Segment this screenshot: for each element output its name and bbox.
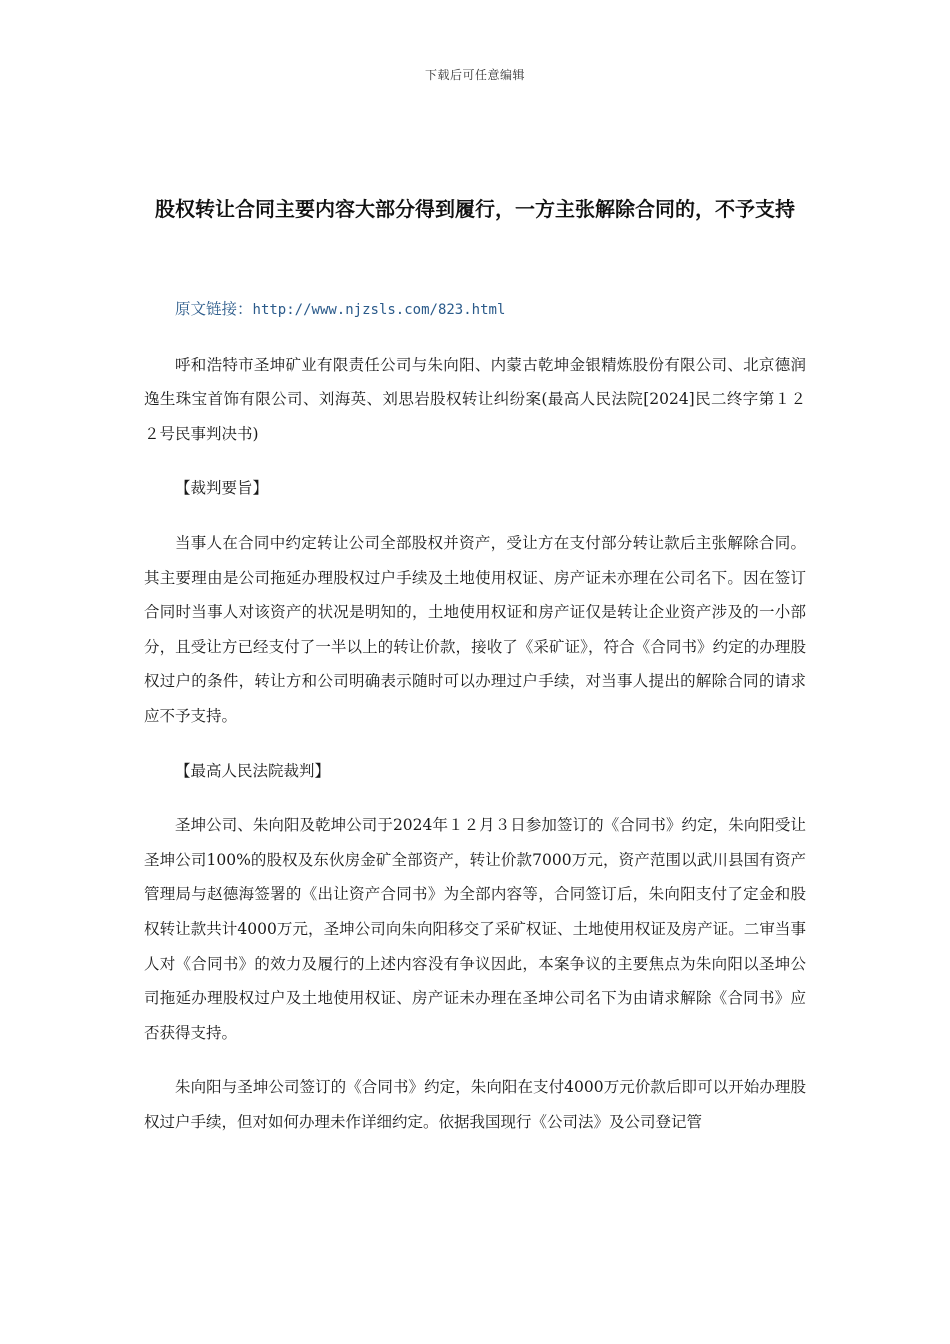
source-url-link[interactable]: http://www.njzsls.com/823.html [252, 302, 506, 318]
source-link-line [144, 292, 806, 328]
source-label: 原文链接： [175, 300, 253, 318]
download-note: 下载后可任意编辑 [424, 68, 525, 82]
article-body [144, 292, 806, 1159]
supreme-court-paragraph-1: 圣坤公司、朱向阳及乾坤公司于2024年１２月３日参加签订的《合同书》约定，朱向阳受让圣坤公司100%的股权及东伙房金矿全部资产，转让价款7000万元，资产范围以武川县国有资产管理局与赵德海签署的《出让资产合同书》为全部内容等，合同签订后，朱向阳支付了定金和股权转让款共计4000万元，圣坤公司向朱向阳移交了采矿权证、土地使用权证及房产证。二审当事人对《合同书》的效力及履行的上述内容没有争议因此，本案争议的主要焦点为朱向阳以圣坤公司拖延办理股权过户及土地使用权证、房产证未办理在圣坤公司名下为由请求解除《合同书》应否获得支持。 [144, 816, 806, 1042]
section-heading-supreme-court: 【最高人民法院裁判】 [175, 761, 331, 780]
section-heading-ruling-gist: 【裁判要旨】 [175, 479, 269, 498]
ruling-gist-paragraph: 当事人在合同中约定转让公司全部股权并资产，受让方在支付部分转让款后主张解除合同。其主要理由是公司拖延办理股权过户手续及土地使用权证、房产证未亦理在公司名下。因在签订合同时当事人对该资产的状况是明知的，土地使用权证和房产证仅是转让企业资产涉及的一小部分，且受让方已经支付了一半以上的转让价款，接收了《采矿证》，符合《合同书》约定的办理股权过户的条件，转让方和公司明确表示随时可以办理过户手续，对当事人提出的解除合同的请求应不予支持。 [144, 533, 806, 725]
supreme-court-paragraph-2: 朱向阳与圣坤公司签订的《合同书》约定，朱向阳在支付4000万元价款后即可以开始办理股权过户手续，但对如何办理未作详细约定。依据我国现行《公司法》及公司登记管 [144, 1078, 806, 1131]
case-caption: 呼和浩特市圣坤矿业有限责任公司与朱向阳、内蒙古乾坤金银精炼股份有限公司、北京德润逸生珠宝首饰有限公司、刘海英、刘思岩股权转让纠纷案(最高人民法院[2024]民二终字第１２２号民事判决书) [144, 355, 806, 443]
article-title: 股权转让合同主要内容大部分得到履行，一方主张解除合同的，不予支持 [155, 197, 795, 221]
